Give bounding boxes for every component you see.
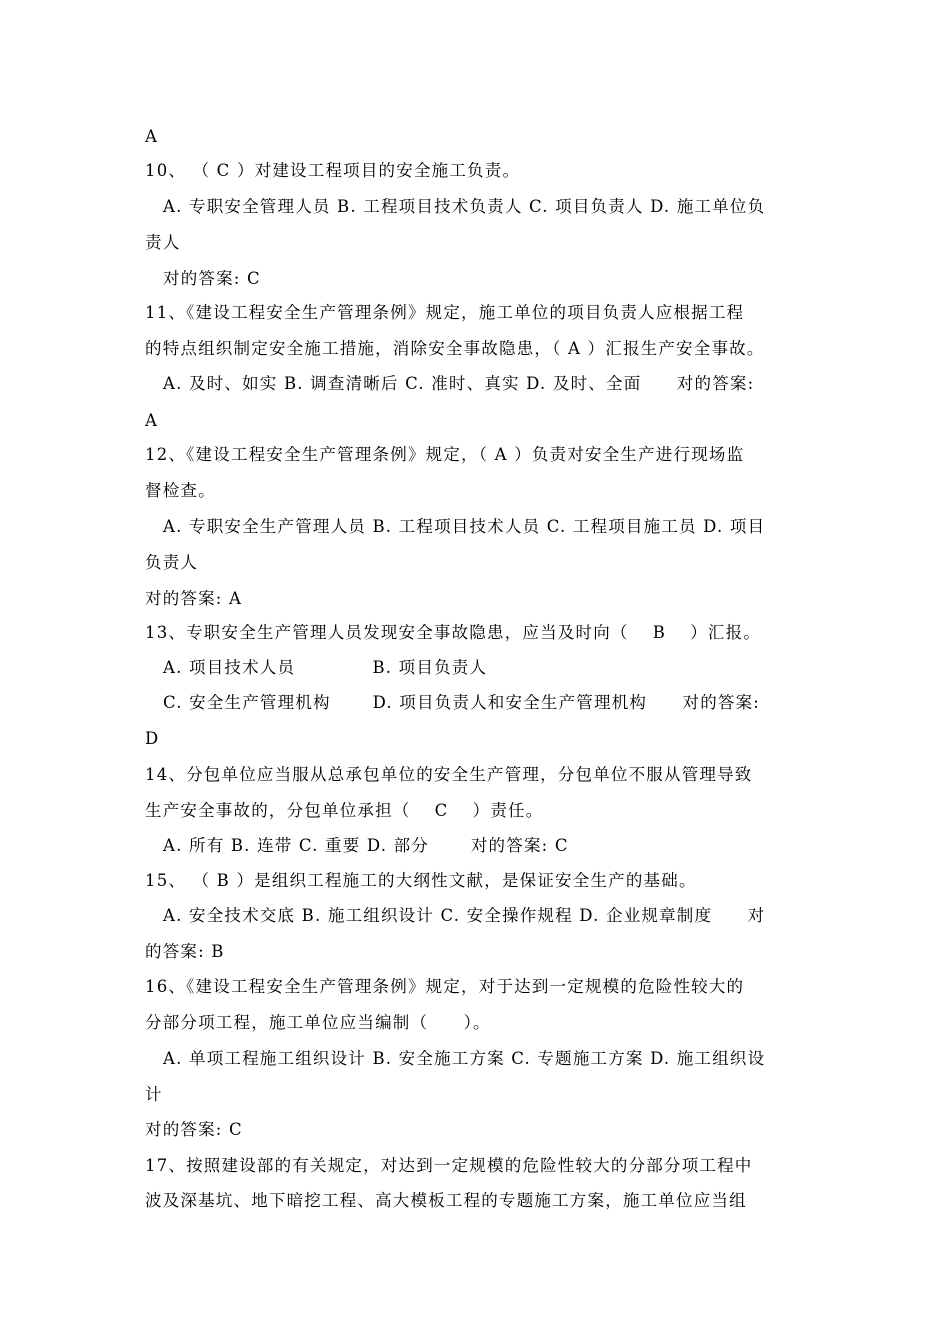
question-13: 13、专职安全生产管理人员发现安全事故隐患，应当及时向（ B ）汇报。 (145, 623, 762, 642)
question-11-continued: 的特点组织制定安全施工措施，消除安全事故隐患，（ A ）汇报生产安全事故。 (145, 339, 765, 358)
question-16: 16、《建设工程安全生产管理条例》规定，对于达到一定规模的危险性较大的 (145, 977, 745, 996)
answer-15: 的答案: B (145, 942, 225, 961)
options-10-continued: 责人 (145, 233, 181, 252)
options-13-a-b: A. 项目技术人员 B. 项目负责人 (163, 658, 488, 677)
options-15: A. 安全技术交底 B. 施工组织设计 C. 安全操作规程 D. 企业规章制度 对 (163, 906, 766, 925)
question-12: 12、《建设工程安全生产管理条例》规定，（ A ）负责对安全生产进行现场监 (145, 445, 745, 464)
answer-12: 对的答案: A (145, 589, 243, 608)
question-15: 15、 （ B ）是组织工程施工的大纲性文献，是保证安全生产的基础。 (145, 871, 697, 890)
options-10: A. 专职安全管理人员 B. 工程项目技术负责人 C. 项目负责人 D. 施工单位负 (163, 197, 766, 216)
answer-10: 对的答案: C (163, 269, 261, 288)
question-14-continued: 生产安全事故的，分包单位承担（ C ）责任。 (145, 801, 544, 820)
question-12-continued: 督检查。 (145, 481, 216, 500)
question-16-continued: 分部分项工程，施工单位应当编制（ ）。 (145, 1013, 491, 1032)
answer-11: A (145, 411, 159, 430)
question-10: 10、 （ C ）对建设工程项目的安全施工负责。 (145, 161, 521, 180)
options-14: A. 所有 B. 连带 C. 重要 D. 部分 对的答案: C (163, 836, 569, 855)
options-12-continued: 负责人 (145, 553, 199, 572)
answer-13: D (145, 729, 160, 748)
options-13-c-d: C. 安全生产管理机构 D. 项目负责人和安全生产管理机构 对的答案: (163, 693, 761, 712)
answer-line: A (145, 127, 159, 146)
question-11: 11、《建设工程安全生产管理条例》规定，施工单位的项目负责人应根据工程 (145, 303, 745, 322)
question-17: 17、按照建设部的有关规定，对达到一定规模的危险性较大的分部分项工程中 (145, 1156, 753, 1175)
options-12: A. 专职安全生产管理人员 B. 工程项目技术人员 C. 工程项目施工员 D. 项目 (163, 517, 766, 536)
options-11: A. 及时、如实 B. 调查清晰后 C. 准时、真实 D. 及时、全面 对的答案: (163, 374, 755, 393)
answer-16: 对的答案: C (145, 1120, 243, 1139)
question-14: 14、分包单位应当服从总承包单位的安全生产管理，分包单位不服从管理导致 (145, 765, 753, 784)
question-17-continued: 波及深基坑、地下暗挖工程、高大模板工程的专题施工方案，施工单位应当组 (145, 1191, 747, 1210)
options-16-continued: 计 (145, 1085, 163, 1104)
options-16: A. 单项工程施工组织设计 B. 安全施工方案 C. 专题施工方案 D. 施工组织设 (163, 1049, 766, 1068)
